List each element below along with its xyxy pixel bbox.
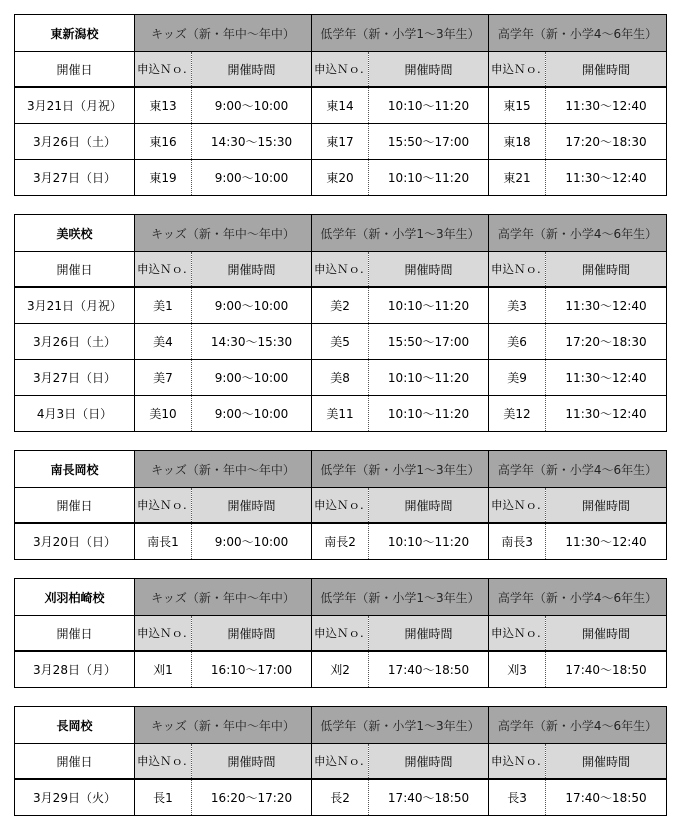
table-row (15, 523, 667, 560)
date-column-header: 開催日 (15, 488, 135, 524)
session-time: 10:10～11:20 (369, 287, 489, 324)
session-date: 3月21日（月祝） (15, 87, 135, 124)
table-row (15, 324, 667, 360)
date-column-header: 開催日 (15, 744, 135, 780)
application-no: 南長3 (489, 523, 546, 560)
grade-group-header: 低学年（新・小学1～3年生） (312, 15, 489, 52)
grade-group-header: 低学年（新・小学1～3年生） (312, 707, 489, 744)
session-time: 11:30～12:40 (546, 396, 667, 432)
application-no-column-header: 申込Ｎｏ. (135, 52, 192, 88)
school-schedule-table (14, 214, 667, 432)
session-date: 3月29日（火） (15, 779, 135, 816)
session-time: 9:00～10:00 (192, 287, 312, 324)
application-no: 東20 (312, 160, 369, 196)
session-date: 3月26日（土） (15, 324, 135, 360)
session-date: 4月3日（日） (15, 396, 135, 432)
session-time: 17:40～18:50 (546, 779, 667, 816)
session-date: 3月21日（月祝） (15, 287, 135, 324)
school-name: 美咲校 (15, 215, 135, 252)
table-row (15, 396, 667, 432)
application-no: 東19 (135, 160, 192, 196)
grade-group-header: キッズ（新・年中～年中） (135, 15, 312, 52)
time-column-header: 開催時間 (369, 488, 489, 524)
session-time: 15:50～17:00 (369, 124, 489, 160)
session-time: 10:10～11:20 (369, 360, 489, 396)
application-no: 東15 (489, 87, 546, 124)
application-no-column-header: 申込Ｎｏ. (135, 488, 192, 524)
application-no-column-header: 申込Ｎｏ. (489, 744, 546, 780)
grade-group-header: キッズ（新・年中～年中） (135, 215, 312, 252)
application-no-column-header: 申込Ｎｏ. (312, 252, 369, 288)
application-no-column-header: 申込Ｎｏ. (135, 616, 192, 652)
application-no: 長3 (489, 779, 546, 816)
session-time: 9:00～10:00 (192, 396, 312, 432)
grade-group-header: キッズ（新・年中～年中） (135, 451, 312, 488)
grade-group-header: 低学年（新・小学1～3年生） (312, 215, 489, 252)
school-schedule-table (14, 706, 667, 816)
application-no: 東13 (135, 87, 192, 124)
group-header-row (15, 579, 667, 616)
time-column-header: 開催時間 (192, 488, 312, 524)
application-no: 東16 (135, 124, 192, 160)
table-row (15, 87, 667, 124)
grade-group-header: キッズ（新・年中～年中） (135, 707, 312, 744)
school-name: 刈羽柏崎校 (15, 579, 135, 616)
application-no: 東21 (489, 160, 546, 196)
session-time: 15:50～17:00 (369, 324, 489, 360)
time-column-header: 開催時間 (546, 488, 667, 524)
application-no: 刈3 (489, 651, 546, 688)
application-no: 東14 (312, 87, 369, 124)
application-no-column-header: 申込Ｎｏ. (489, 616, 546, 652)
column-header-row (15, 616, 667, 652)
column-header-row (15, 52, 667, 88)
grade-group-header: 低学年（新・小学1～3年生） (312, 451, 489, 488)
session-time: 16:20～17:20 (192, 779, 312, 816)
session-time: 16:10～17:00 (192, 651, 312, 688)
table-row (15, 360, 667, 396)
session-time: 17:40～18:50 (369, 779, 489, 816)
application-no: 刈2 (312, 651, 369, 688)
session-time: 17:20～18:30 (546, 324, 667, 360)
grade-group-header: 高学年（新・小学4～6年生） (489, 707, 667, 744)
time-column-header: 開催時間 (192, 52, 312, 88)
application-no: 美6 (489, 324, 546, 360)
application-no: 美5 (312, 324, 369, 360)
table-row (15, 160, 667, 196)
grade-group-header: 高学年（新・小学4～6年生） (489, 215, 667, 252)
application-no-column-header: 申込Ｎｏ. (489, 488, 546, 524)
time-column-header: 開催時間 (369, 616, 489, 652)
application-no-column-header: 申込Ｎｏ. (312, 52, 369, 88)
session-time: 9:00～10:00 (192, 87, 312, 124)
application-no-column-header: 申込Ｎｏ. (489, 252, 546, 288)
school-name: 東新潟校 (15, 15, 135, 52)
grade-group-header: キッズ（新・年中～年中） (135, 579, 312, 616)
session-date: 3月26日（土） (15, 124, 135, 160)
grade-group-header: 高学年（新・小学4～6年生） (489, 579, 667, 616)
application-no-column-header: 申込Ｎｏ. (489, 52, 546, 88)
school-schedule-table (14, 14, 667, 196)
table-row (15, 287, 667, 324)
school-name: 長岡校 (15, 707, 135, 744)
time-column-header: 開催時間 (546, 616, 667, 652)
time-column-header: 開催時間 (546, 52, 667, 88)
application-no: 東17 (312, 124, 369, 160)
application-no: 美1 (135, 287, 192, 324)
school-name: 南長岡校 (15, 451, 135, 488)
session-time: 9:00～10:00 (192, 360, 312, 396)
session-time: 11:30～12:40 (546, 287, 667, 324)
group-header-row (15, 707, 667, 744)
time-column-header: 開催時間 (369, 252, 489, 288)
session-time: 9:00～10:00 (192, 160, 312, 196)
application-no-column-header: 申込Ｎｏ. (312, 488, 369, 524)
time-column-header: 開催時間 (369, 744, 489, 780)
session-date: 3月27日（日） (15, 160, 135, 196)
application-no-column-header: 申込Ｎｏ. (135, 252, 192, 288)
group-header-row (15, 15, 667, 52)
group-header-row (15, 215, 667, 252)
application-no: 美7 (135, 360, 192, 396)
time-column-header: 開催時間 (546, 744, 667, 780)
session-date: 3月20日（日） (15, 523, 135, 560)
school-schedule-table (14, 450, 667, 560)
application-no: 美11 (312, 396, 369, 432)
session-date: 3月28日（月） (15, 651, 135, 688)
session-time: 10:10～11:20 (369, 396, 489, 432)
application-no: 長2 (312, 779, 369, 816)
date-column-header: 開催日 (15, 52, 135, 88)
grade-group-header: 高学年（新・小学4～6年生） (489, 15, 667, 52)
time-column-header: 開催時間 (192, 616, 312, 652)
session-time: 11:30～12:40 (546, 523, 667, 560)
application-no-column-header: 申込Ｎｏ. (312, 744, 369, 780)
session-time: 11:30～12:40 (546, 160, 667, 196)
application-no: 南長2 (312, 523, 369, 560)
grade-group-header: 高学年（新・小学4～6年生） (489, 451, 667, 488)
time-column-header: 開催時間 (192, 744, 312, 780)
application-no-column-header: 申込Ｎｏ. (312, 616, 369, 652)
application-no: 美10 (135, 396, 192, 432)
application-no: 長1 (135, 779, 192, 816)
session-date: 3月27日（日） (15, 360, 135, 396)
table-row (15, 779, 667, 816)
column-header-row (15, 488, 667, 524)
date-column-header: 開催日 (15, 252, 135, 288)
session-time: 11:30～12:40 (546, 87, 667, 124)
schedule-tables (14, 14, 666, 834)
session-time: 17:40～18:50 (369, 651, 489, 688)
time-column-header: 開催時間 (546, 252, 667, 288)
application-no-column-header: 申込Ｎｏ. (135, 744, 192, 780)
session-time: 14:30～15:30 (192, 324, 312, 360)
column-header-row (15, 744, 667, 780)
application-no: 美3 (489, 287, 546, 324)
time-column-header: 開催時間 (369, 52, 489, 88)
table-row (15, 124, 667, 160)
application-no: 美8 (312, 360, 369, 396)
application-no: 美9 (489, 360, 546, 396)
application-no: 美12 (489, 396, 546, 432)
session-time: 17:20～18:30 (546, 124, 667, 160)
grade-group-header: 低学年（新・小学1～3年生） (312, 579, 489, 616)
application-no: 刈1 (135, 651, 192, 688)
application-no: 美4 (135, 324, 192, 360)
application-no: 美2 (312, 287, 369, 324)
table-row (15, 651, 667, 688)
session-time: 17:40～18:50 (546, 651, 667, 688)
application-no: 南長1 (135, 523, 192, 560)
session-time: 9:00～10:00 (192, 523, 312, 560)
session-time: 10:10～11:20 (369, 523, 489, 560)
date-column-header: 開催日 (15, 616, 135, 652)
time-column-header: 開催時間 (192, 252, 312, 288)
group-header-row (15, 451, 667, 488)
session-time: 14:30～15:30 (192, 124, 312, 160)
application-no: 東18 (489, 124, 546, 160)
session-time: 10:10～11:20 (369, 160, 489, 196)
session-time: 10:10～11:20 (369, 87, 489, 124)
school-schedule-table (14, 578, 667, 688)
column-header-row (15, 252, 667, 288)
session-time: 11:30～12:40 (546, 360, 667, 396)
